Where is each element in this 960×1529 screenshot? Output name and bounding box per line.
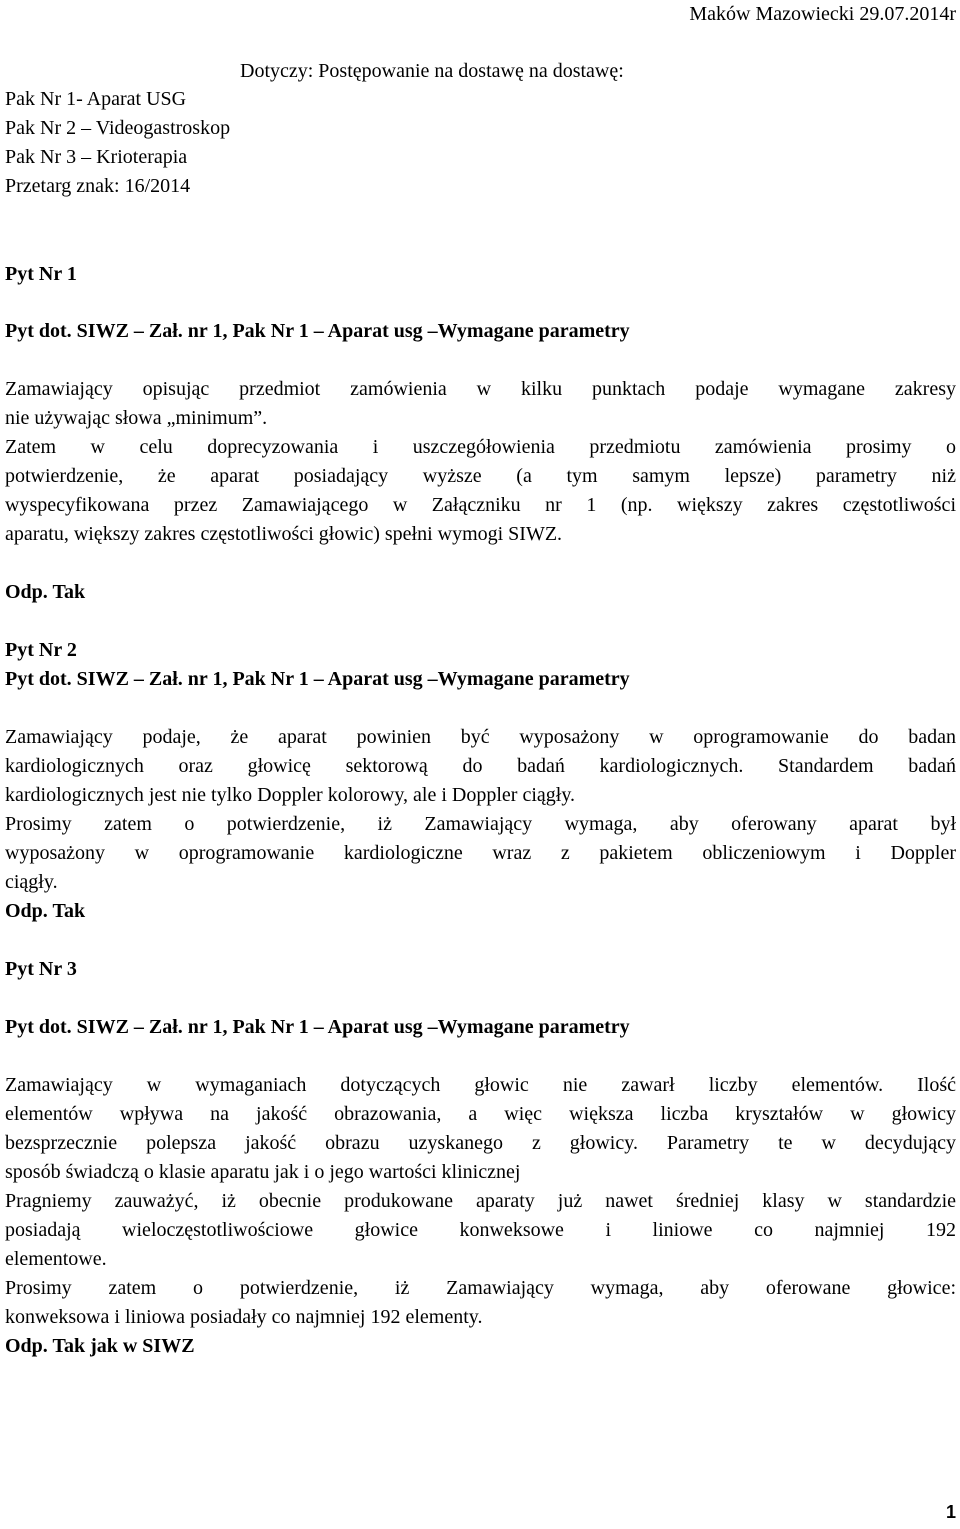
question-3-body-line: konweksowa i liniowa posiadały co najmniej 192 elementy.: [5, 1306, 483, 1328]
question-3-body-line: elementów wpływa na jakość obrazowania, a więc większa liczba kryształów w głowicy: [5, 1103, 956, 1125]
question-3-body-line: elementowe.: [5, 1248, 107, 1270]
question-3-answer: Odp. Tak jak w SIWZ: [5, 1335, 195, 1357]
question-2-answer: Odp. Tak: [5, 900, 86, 922]
question-2-body-line: kardiologicznych jest nie tylko Doppler kolorowy, ale i Doppler ciągły.: [5, 784, 576, 806]
question-1-body-line: wyspecyfikowana przez Zamawiającego w Załączniku nr 1 (np. większy zakres częstotliwości: [5, 494, 956, 516]
question-2-body-line: wyposażony w oprogramowanie kardiologiczne wraz z pakietem obliczeniowym i Doppler: [5, 842, 956, 864]
question-3-body-line: bezsprzecznie polepsza jakość obrazu uzyskanego z głowicy. Parametry te w decydujący: [5, 1132, 956, 1154]
question-3-reference: Pyt dot. SIWZ – Zał. nr 1, Pak Nr 1 – Aparat usg –Wymagane parametry: [5, 1016, 630, 1038]
subject-line: Dotyczy: Postępowanie na dostawę na dostawę:: [240, 60, 624, 82]
question-1-body-line: nie używając słowa „minimum”.: [5, 407, 268, 429]
question-2-body-line: ciągły.: [5, 871, 58, 893]
tender-number: Przetarg znak: 16/2014: [5, 175, 191, 197]
question-1-body-line: Zamawiający opisując przedmiot zamówienia w kilku punktach podaje wymagane zakresy: [5, 378, 956, 400]
question-1-body-line: aparatu, większy zakres częstotliwości głowic) spełni wymogi SIWZ.: [5, 523, 563, 545]
question-3-body-line: Prosimy zatem o potwierdzenie, iż Zamawiający wymaga, aby oferowane głowice:: [5, 1277, 956, 1299]
pak-3-line: Pak Nr 3 – Krioterapia: [5, 146, 188, 168]
question-2-body-line: Zamawiający podaje, że aparat powinien być wyposażony w oprogramowanie do badan: [5, 726, 956, 748]
question-3-body-line: sposób świadczą o klasie aparatu jak i o jego wartości klinicznej: [5, 1161, 521, 1183]
question-1-reference: Pyt dot. SIWZ – Zał. nr 1, Pak Nr 1 – Aparat usg –Wymagane parametry: [5, 320, 630, 342]
place-date: Maków Mazowiecki 29.07.2014r: [689, 3, 956, 25]
question-2-title: Pyt Nr 2: [5, 639, 77, 661]
question-2-reference: Pyt dot. SIWZ – Zał. nr 1, Pak Nr 1 – Aparat usg –Wymagane parametry: [5, 668, 630, 690]
question-2-body-line: Prosimy zatem o potwierdzenie, iż Zamawiający wymaga, aby oferowany aparat był: [5, 813, 956, 835]
question-1-body-line: potwierdzenie, że aparat posiadający wyższe (a tym samym lepsze) parametry niż: [5, 465, 956, 487]
pak-2-line: Pak Nr 2 – Videogastroskop: [5, 117, 231, 139]
question-3-title: Pyt Nr 3: [5, 958, 77, 980]
question-3-body-line: Zamawiający w wymaganiach dotyczących głowic nie zawarł liczby elementów. Ilość: [5, 1074, 956, 1096]
question-1-title: Pyt Nr 1: [5, 263, 77, 285]
question-2-body-line: kardiologicznych oraz głowicę sektorową do badań kardiologicznych. Standardem badań: [5, 755, 956, 777]
question-3-body-line: Pragniemy zauważyć, iż obecnie produkowane aparaty już nawet średniej klasy w standardzie: [5, 1190, 956, 1212]
pak-1-line: Pak Nr 1- Aparat USG: [5, 88, 187, 110]
question-1-body-line: Zatem w celu doprecyzowania i uszczegółowienia przedmiotu zamówienia prosimy o: [5, 436, 956, 458]
question-1-answer: Odp. Tak: [5, 581, 86, 603]
question-3-body-line: posiadają wieloczęstotliwościowe głowice konweksowe i liniowe co najmniej 192: [5, 1219, 956, 1241]
page-number: 1: [945, 1502, 956, 1522]
